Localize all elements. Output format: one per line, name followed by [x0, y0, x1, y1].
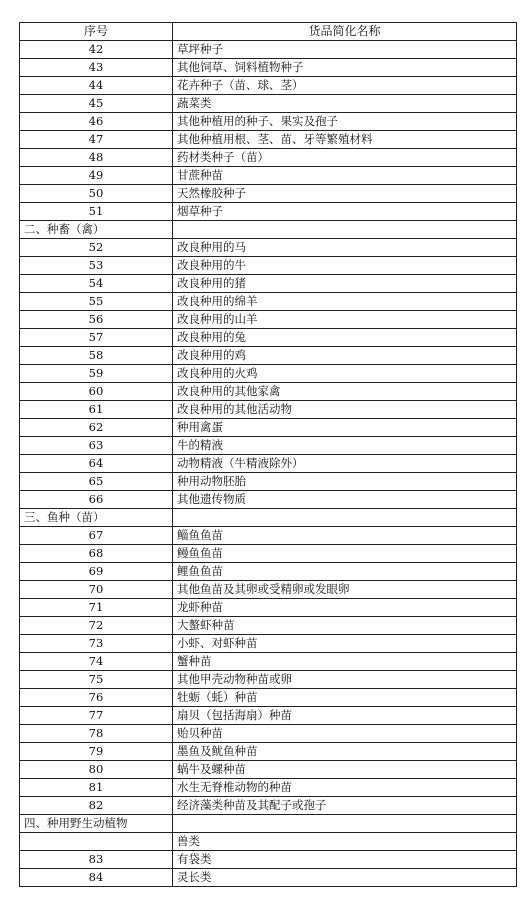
- serial-number-cell: 74: [20, 653, 173, 671]
- serial-number-cell: 53: [20, 257, 173, 275]
- section-row: [20, 815, 517, 833]
- serial-number-cell: 69: [20, 563, 173, 581]
- table-row: [20, 833, 517, 851]
- table-row: [20, 869, 517, 887]
- goods-name-cell: 甘蔗种苗: [173, 167, 517, 185]
- goods-name-cell: 其他甲壳动物种苗或卵: [173, 671, 517, 689]
- table-row: [20, 401, 517, 419]
- section-row: [20, 509, 517, 527]
- table-row: [20, 779, 517, 797]
- table-row: [20, 257, 517, 275]
- serial-number-cell: 68: [20, 545, 173, 563]
- serial-number-cell: [20, 833, 173, 851]
- goods-name-cell: 其他种植用根、茎、苗、牙等繁殖材料: [173, 131, 517, 149]
- table-row: [20, 419, 517, 437]
- serial-number-cell: 42: [20, 41, 173, 59]
- serial-number-cell: 49: [20, 167, 173, 185]
- goods-name-cell: 有袋类: [173, 851, 517, 869]
- section-title: 四、种用野生动植物: [20, 815, 173, 833]
- goods-name-cell: 改良种用的猪: [173, 275, 517, 293]
- table-row: [20, 329, 517, 347]
- goods-name-cell: 药材类种子（苗）: [173, 149, 517, 167]
- section-empty-cell: [173, 815, 517, 833]
- goods-name-cell: 牛的精液: [173, 437, 517, 455]
- goods-name-cell: 其他种植用的种子、果实及孢子: [173, 113, 517, 131]
- table-row: [20, 41, 517, 59]
- table-row: [20, 653, 517, 671]
- serial-number-cell: 82: [20, 797, 173, 815]
- serial-number-cell: 60: [20, 383, 173, 401]
- serial-number-cell: 79: [20, 743, 173, 761]
- serial-number-cell: 45: [20, 95, 173, 113]
- serial-number-cell: 62: [20, 419, 173, 437]
- goods-name-cell: 龙虾种苗: [173, 599, 517, 617]
- goods-name-cell: 改良种用的牛: [173, 257, 517, 275]
- table-row: [20, 311, 517, 329]
- goods-name-cell: 小虾、对虾种苗: [173, 635, 517, 653]
- table-row: [20, 293, 517, 311]
- table-row: [20, 95, 517, 113]
- table-row: [20, 239, 517, 257]
- section-empty-cell: [173, 221, 517, 239]
- serial-number-cell: 65: [20, 473, 173, 491]
- serial-number-cell: 71: [20, 599, 173, 617]
- serial-number-cell: 57: [20, 329, 173, 347]
- table-row: [20, 473, 517, 491]
- goods-name-cell: 改良种用的山羊: [173, 311, 517, 329]
- goods-name-cell: 灵长类: [173, 869, 517, 887]
- serial-number-cell: 77: [20, 707, 173, 725]
- goods-name-cell: 花卉种子（苗、球、茎）: [173, 77, 517, 95]
- table-row: [20, 491, 517, 509]
- serial-number-cell: 51: [20, 203, 173, 221]
- goods-name-cell: 烟草种子: [173, 203, 517, 221]
- serial-number-cell: 78: [20, 725, 173, 743]
- table-row: [20, 599, 517, 617]
- serial-number-cell: 70: [20, 581, 173, 599]
- goods-name-cell: 改良种用的其他家禽: [173, 383, 517, 401]
- table-row: [20, 455, 517, 473]
- goods-name-cell: 其他鱼苗及其卵或受精卵或发眼卵: [173, 581, 517, 599]
- header-serial-number: 序号: [20, 23, 173, 41]
- table-row: [20, 383, 517, 401]
- goods-name-cell: 改良种用的其他活动物: [173, 401, 517, 419]
- table-row: [20, 167, 517, 185]
- goods-table: [19, 22, 517, 887]
- serial-number-cell: 76: [20, 689, 173, 707]
- goods-name-cell: 天然橡胶种子: [173, 185, 517, 203]
- goods-name-cell: 鳗鱼鱼苗: [173, 545, 517, 563]
- table-row: [20, 797, 517, 815]
- serial-number-cell: 73: [20, 635, 173, 653]
- serial-number-cell: 55: [20, 293, 173, 311]
- goods-name-cell: 动物精液（牛精液除外）: [173, 455, 517, 473]
- table-row: [20, 185, 517, 203]
- goods-name-cell: 墨鱼及鱿鱼种苗: [173, 743, 517, 761]
- serial-number-cell: 43: [20, 59, 173, 77]
- goods-name-cell: 大螯虾种苗: [173, 617, 517, 635]
- serial-number-cell: 48: [20, 149, 173, 167]
- table-row: [20, 149, 517, 167]
- table-row: [20, 365, 517, 383]
- serial-number-cell: 61: [20, 401, 173, 419]
- table-row: [20, 581, 517, 599]
- table-row: [20, 671, 517, 689]
- serial-number-cell: 66: [20, 491, 173, 509]
- section-empty-cell: [173, 509, 517, 527]
- section-title: 三、鱼种（苗）: [20, 509, 173, 527]
- section-title: 二、种畜（禽）: [20, 221, 173, 239]
- table-row: [20, 113, 517, 131]
- table-row: [20, 617, 517, 635]
- serial-number-cell: 83: [20, 851, 173, 869]
- table-row: [20, 131, 517, 149]
- goods-name-cell: 草坪种子: [173, 41, 517, 59]
- table-header-row: [20, 23, 517, 41]
- section-row: [20, 221, 517, 239]
- goods-name-cell: 兽类: [173, 833, 517, 851]
- serial-number-cell: 46: [20, 113, 173, 131]
- goods-name-cell: 经济藻类种苗及其配子或孢子: [173, 797, 517, 815]
- table-row: [20, 527, 517, 545]
- serial-number-cell: 59: [20, 365, 173, 383]
- goods-name-cell: 贻贝种苗: [173, 725, 517, 743]
- serial-number-cell: 72: [20, 617, 173, 635]
- goods-name-cell: 种用禽蛋: [173, 419, 517, 437]
- serial-number-cell: 54: [20, 275, 173, 293]
- goods-name-cell: 蜗牛及螺种苗: [173, 761, 517, 779]
- serial-number-cell: 64: [20, 455, 173, 473]
- table-row: [20, 437, 517, 455]
- goods-name-cell: 其他遗传物质: [173, 491, 517, 509]
- goods-name-cell: 水生无脊椎动物的种苗: [173, 779, 517, 797]
- goods-name-cell: 改良种用的火鸡: [173, 365, 517, 383]
- table-row: [20, 545, 517, 563]
- serial-number-cell: 81: [20, 779, 173, 797]
- serial-number-cell: 80: [20, 761, 173, 779]
- serial-number-cell: 50: [20, 185, 173, 203]
- goods-name-cell: 鲤鱼鱼苗: [173, 563, 517, 581]
- table-row: [20, 635, 517, 653]
- goods-name-cell: 扇贝（包括海扇）种苗: [173, 707, 517, 725]
- serial-number-cell: 47: [20, 131, 173, 149]
- table-row: [20, 59, 517, 77]
- goods-name-cell: 改良种用的马: [173, 239, 517, 257]
- table-row: [20, 347, 517, 365]
- goods-name-cell: 改良种用的兔: [173, 329, 517, 347]
- table-row: [20, 761, 517, 779]
- goods-name-cell: 改良种用的绵羊: [173, 293, 517, 311]
- serial-number-cell: 56: [20, 311, 173, 329]
- table-row: [20, 743, 517, 761]
- serial-number-cell: 52: [20, 239, 173, 257]
- goods-name-cell: 蟹种苗: [173, 653, 517, 671]
- table-row: [20, 77, 517, 95]
- serial-number-cell: 63: [20, 437, 173, 455]
- goods-name-cell: 鲻鱼鱼苗: [173, 527, 517, 545]
- serial-number-cell: 44: [20, 77, 173, 95]
- table-row: [20, 689, 517, 707]
- goods-name-cell: 改良种用的鸡: [173, 347, 517, 365]
- table-body: [20, 41, 517, 887]
- serial-number-cell: 75: [20, 671, 173, 689]
- serial-number-cell: 67: [20, 527, 173, 545]
- serial-number-cell: 84: [20, 869, 173, 887]
- goods-name-cell: 其他饲草、饲料植物种子: [173, 59, 517, 77]
- table-row: [20, 563, 517, 581]
- table-row: [20, 203, 517, 221]
- table-row: [20, 275, 517, 293]
- goods-name-cell: 牡蛎（蚝）种苗: [173, 689, 517, 707]
- goods-name-cell: 种用动物胚胎: [173, 473, 517, 491]
- serial-number-cell: 58: [20, 347, 173, 365]
- table-row: [20, 851, 517, 869]
- header-goods-name: 货品简化名称: [173, 23, 517, 41]
- table-row: [20, 725, 517, 743]
- table-row: [20, 707, 517, 725]
- goods-name-cell: 蔬菜类: [173, 95, 517, 113]
